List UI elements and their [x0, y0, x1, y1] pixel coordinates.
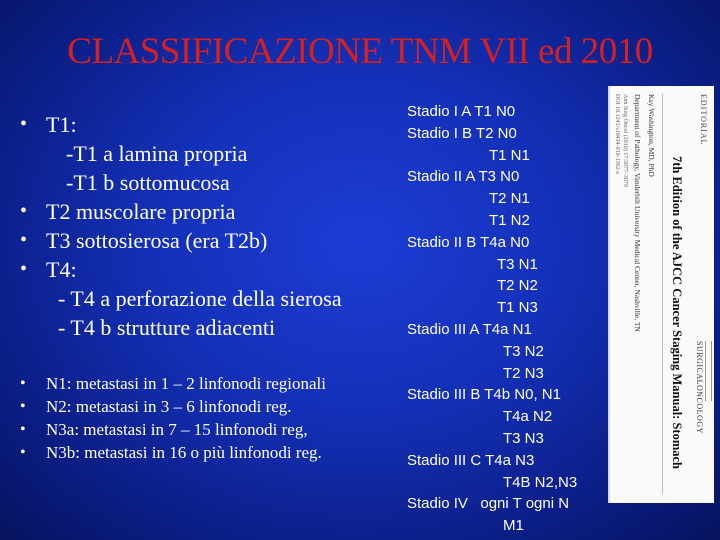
stage-row [407, 319, 617, 341]
t2-label: T2 muscolare propria [46, 199, 236, 224]
stage-row [407, 341, 617, 363]
list-subitem-t4a [20, 284, 405, 313]
t4-label: T4: [46, 257, 77, 282]
stage-row [407, 515, 617, 537]
staging-list [407, 101, 617, 537]
stage-label: Stadio IV ogni T ogni N [407, 495, 570, 513]
stage-label: M1 [503, 517, 524, 535]
article-thumbnail [608, 86, 714, 503]
bullet-icon: • [20, 200, 28, 222]
stage-row [407, 493, 617, 515]
bullet-icon: • [20, 229, 28, 251]
list-item-t2 [20, 197, 405, 226]
stage-row [407, 101, 617, 123]
t4a-label: - T4 a perforazione della sierosa [58, 286, 342, 311]
stage-row [407, 450, 617, 472]
stage-label: T4B N2,N3 [503, 473, 578, 491]
list-item-t1 [20, 110, 405, 139]
bullet-icon: • [20, 258, 28, 280]
list-subitem-t1a [20, 139, 405, 168]
n3a-label: N3a: metastasi in 7 – 15 linfonodi reg, [46, 420, 308, 439]
journal-logo: SURGICALONCOLOGY [695, 341, 704, 434]
t4b-label: - T4 b strutture adiacenti [58, 315, 276, 340]
stage-row [407, 472, 617, 494]
stage-label: Stadio I A T1 N0 [407, 103, 516, 120]
bullet-icon: • [20, 421, 26, 438]
list-item-n3a [20, 418, 405, 441]
stage-label: Stadio II A T3 N0 [407, 168, 520, 186]
t1a-label: -T1 a lamina propria [66, 141, 248, 166]
stage-row [407, 254, 617, 276]
list-item-t3 [20, 226, 405, 255]
stage-label: T2 N2 [497, 277, 538, 295]
stage-label: Stadio I B T2 N0 [407, 124, 517, 142]
bullet-icon: • [20, 398, 26, 415]
stage-row [407, 166, 617, 188]
t1-label: T1: [46, 112, 77, 137]
t3-label: T3 sottosierosa (era T2b) [46, 228, 268, 253]
stage-label: T3 N1 [497, 255, 538, 273]
t-n-classification-list [20, 110, 405, 464]
stage-label: Stadio III A T4a N1 [407, 320, 532, 338]
journal-logo-mark [705, 341, 712, 401]
bullet-icon: • [20, 113, 28, 135]
n1-label: N1: metastasi in 1 – 2 linfonodi regionali [46, 374, 326, 393]
list-item-n3b [20, 441, 405, 464]
list-item-t4 [20, 255, 405, 284]
stage-row [407, 363, 617, 385]
stage-row [407, 384, 617, 406]
list-subitem-t4b [20, 313, 405, 342]
article-doi: DOI 10.1245/s10434-010-1362-z [614, 94, 620, 175]
article-title: 7th Edition of the AJCC Cancer Staging Manual: Stomach [670, 156, 684, 469]
stage-row [407, 406, 617, 428]
list-spacer [20, 342, 405, 372]
stage-row [407, 123, 617, 145]
stage-row [407, 188, 617, 210]
stage-row [407, 145, 617, 167]
article-department: Department of Pathology, Vanderbilt University Medical Center, Nashville, TN [633, 94, 642, 332]
bullet-icon: • [20, 444, 26, 461]
n2-label: N2: metastasi in 3 – 6 linfonodi reg. [46, 397, 292, 416]
stage-label: T1 N2 [489, 211, 530, 229]
stage-label: T2 N3 [503, 364, 544, 382]
stage-label: T3 N3 [503, 429, 544, 447]
stage-label: T3 N2 [503, 342, 544, 360]
slide-title: CLASSIFICAZIONE TNM VII ed 2010 [67, 31, 653, 72]
stage-label: Stadio III B T4b N0, N1 [407, 386, 561, 404]
stage-label: T4a N2 [503, 408, 553, 426]
article-page [610, 86, 714, 503]
stage-label: T1 N1 [489, 146, 530, 164]
stage-label: T2 N1 [489, 190, 530, 208]
stage-label: Stadio III C T4a N3 [407, 451, 535, 469]
list-item-n2 [20, 395, 405, 418]
stage-label: T1 N3 [497, 299, 538, 317]
stage-row [407, 275, 617, 297]
article-author: Kay Washington, MD, PhD [647, 94, 656, 177]
article-divider [662, 94, 663, 494]
stage-row [407, 297, 617, 319]
stage-label: Stadio II B T4a N0 [407, 233, 530, 251]
article-tag: EDITORIAL [699, 94, 708, 146]
article-citation: Ann Surg Oncol (2010) 17:3077–3079 [622, 94, 628, 187]
stage-row [407, 210, 617, 232]
t1b-label: -T1 b sottomucosa [66, 170, 230, 195]
list-subitem-t1b [20, 168, 405, 197]
list-item-n1 [20, 372, 405, 395]
stage-row [407, 232, 617, 254]
bullet-icon: • [20, 375, 26, 392]
n3b-label: N3b: metastasi in 16 o più linfonodi reg. [46, 443, 322, 462]
stage-row [407, 428, 617, 450]
